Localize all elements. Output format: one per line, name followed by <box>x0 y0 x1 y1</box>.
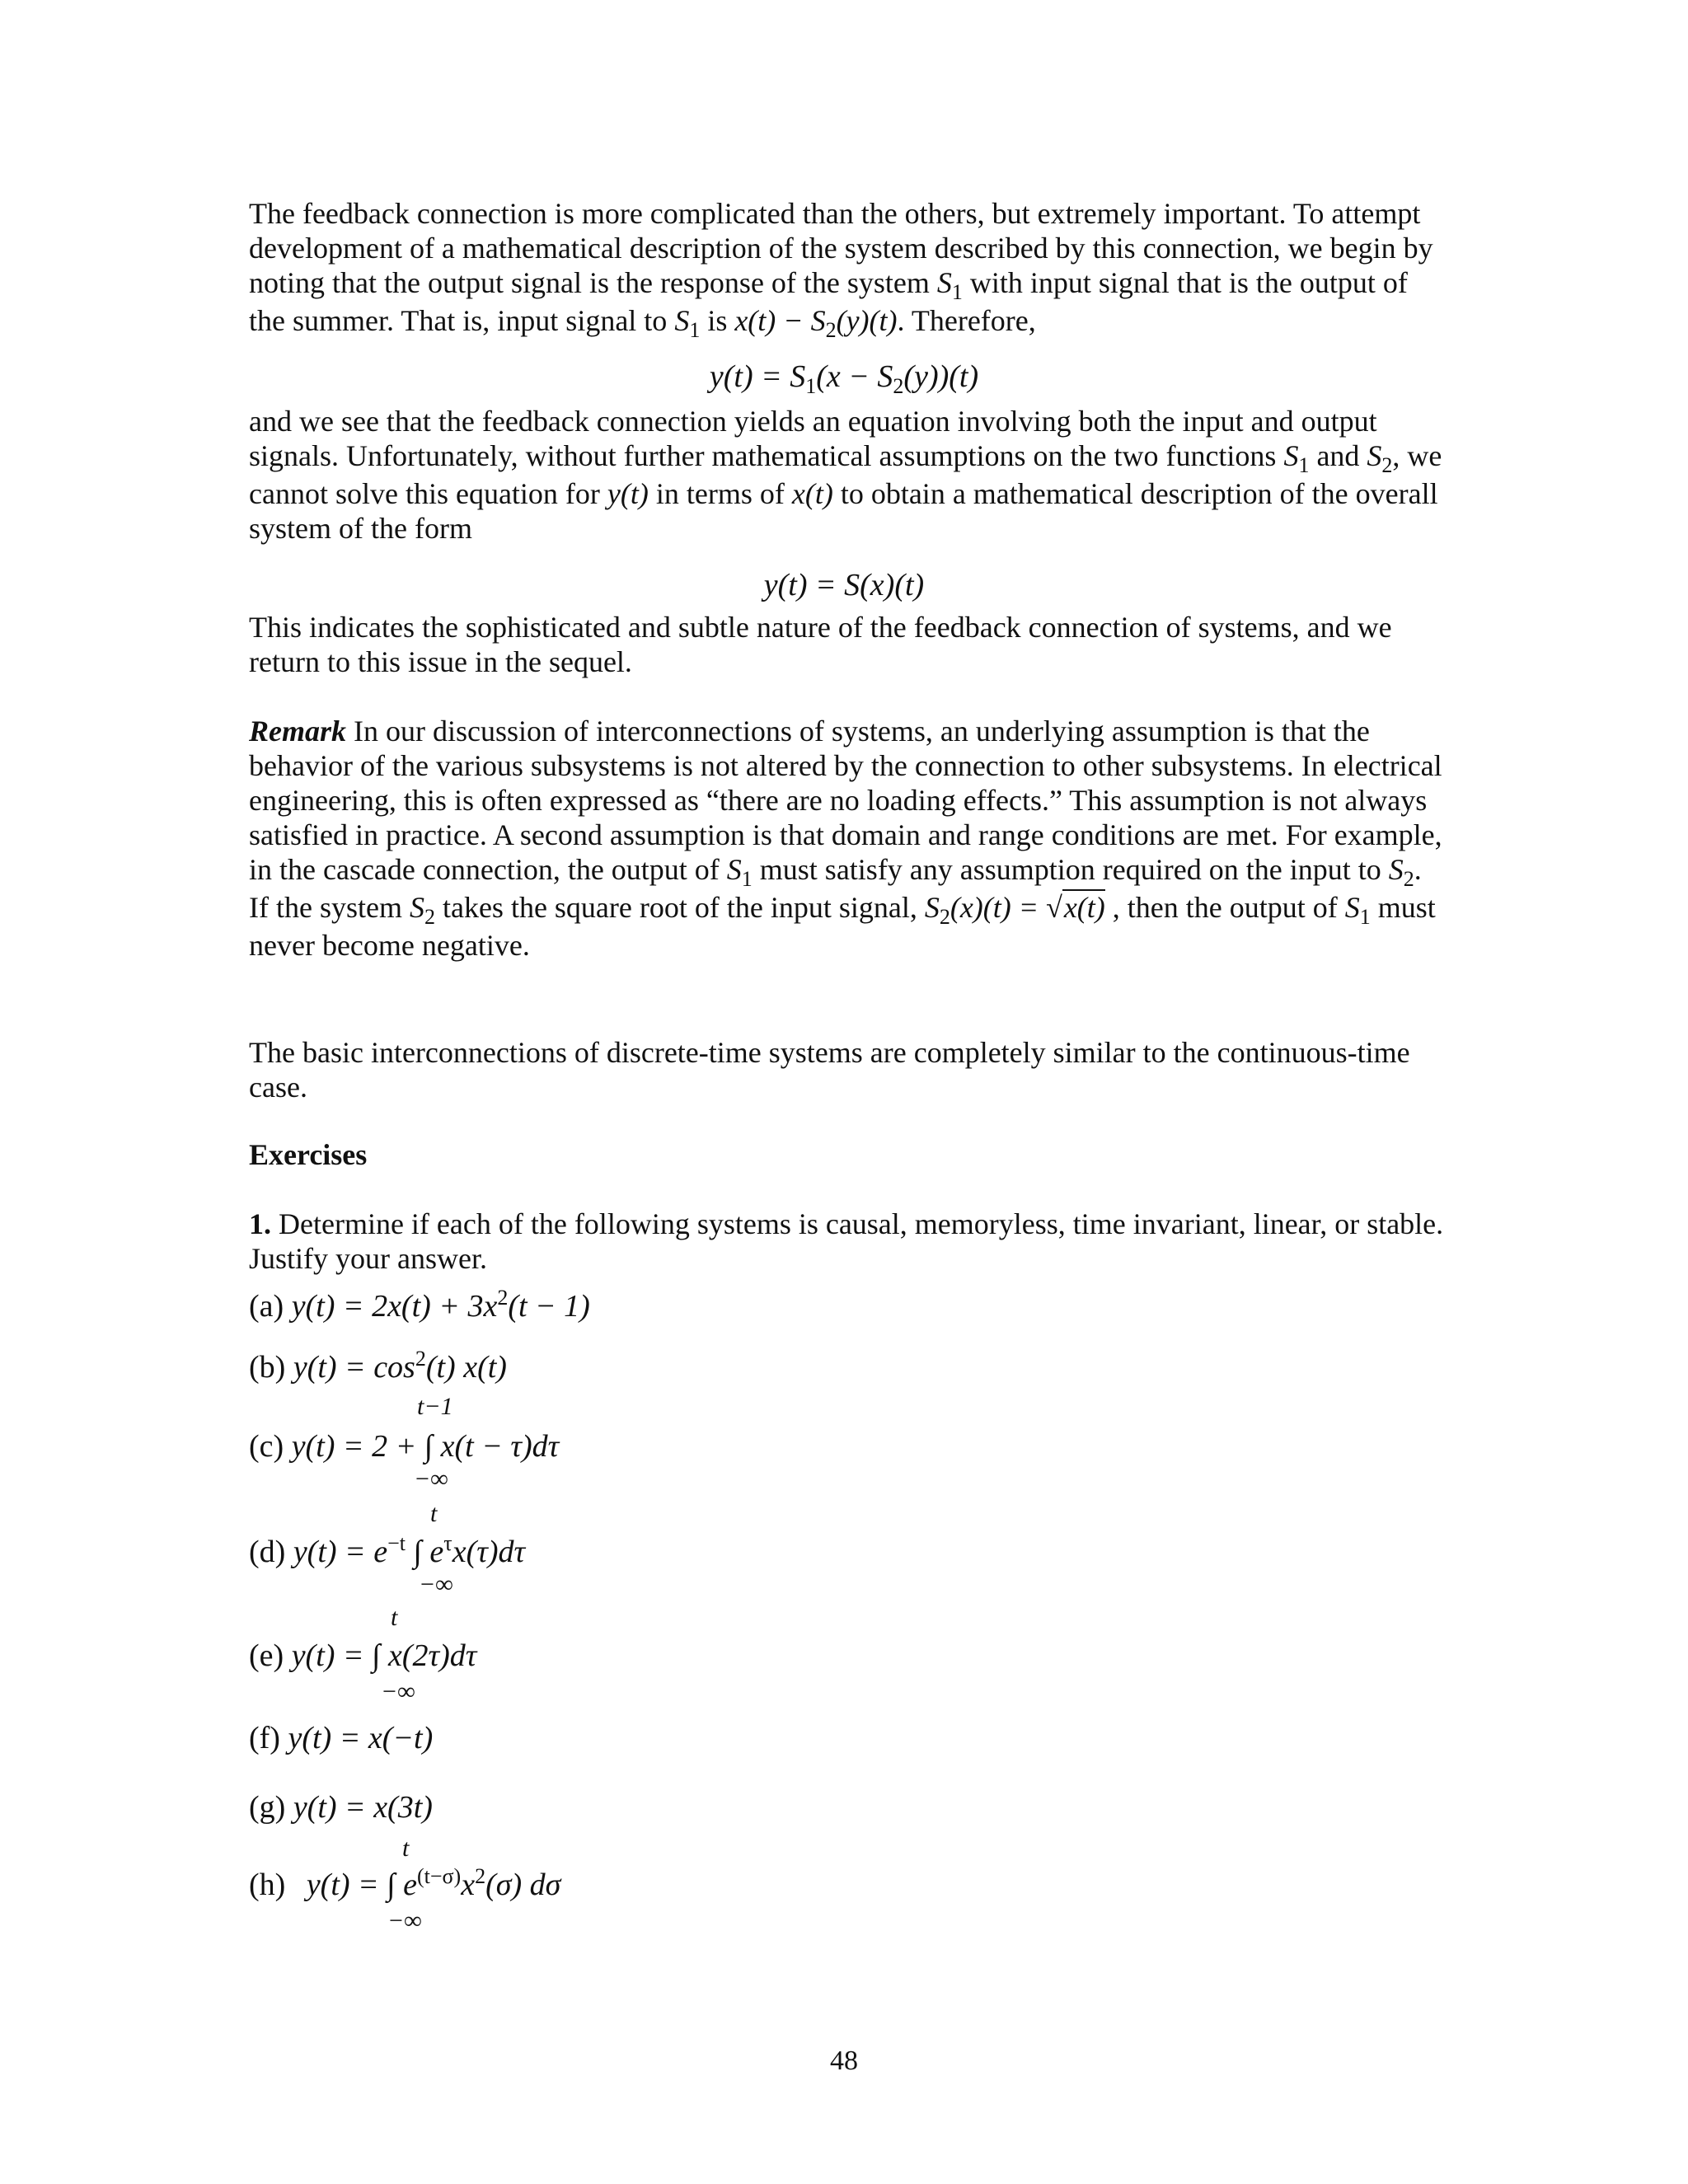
symbol-s1: $S_1$ <box>936 266 963 304</box>
symbol-s1: $S_1$ <box>1344 891 1371 929</box>
item-equation: y(t) = ∫ $e^{(t-\sigma)}x^2(\sigma)$ dσ <box>306 1864 561 1902</box>
item-equation: $y(t) = 2x(t) + 3x^2(t - 1)$ <box>291 1286 590 1324</box>
para1-text2: with input signal that is the output of the summer. That is, input signal to <box>249 266 1408 337</box>
integral-upper-limit: t <box>430 1500 438 1527</box>
exercise-item-e <box>249 1637 476 1675</box>
item-equation: $y(t) = \cos^2(t)$ x(t) <box>293 1347 507 1385</box>
sqrt-expression: $S_2(x)(t) = √x(t)$ <box>924 891 1105 929</box>
item-equation: y(t) = ∫ x(2τ)dτ <box>291 1638 477 1673</box>
symbol-s1: $S_1$ <box>726 853 753 891</box>
symbol-s1: $S_1$ <box>674 304 701 342</box>
para2-text3: to obtain a mathematical description of the overall system of the form <box>249 477 1438 545</box>
symbol-s2: $S_2$ <box>1367 439 1393 477</box>
exercise-item-h <box>249 1866 560 1907</box>
symbol-yt: y(t) <box>607 477 649 510</box>
para2-and: and <box>1316 439 1360 472</box>
integral-sign: ∫ <box>387 1868 396 1902</box>
expr-input: $x(t) - S_2(y)(t)$ <box>734 304 898 342</box>
exercise-item-a <box>249 1287 590 1329</box>
equation-feedback: $y(t) = S_1(x - S_2(y))(t)$ <box>709 359 979 398</box>
para1-is: is <box>707 304 728 337</box>
integral-upper-limit: t <box>402 1835 410 1862</box>
exercise-text: Determine if each of the following systems is causal, memoryless, time invariant, linear, or stable. Justify your answer. <box>249 1207 1444 1275</box>
paragraph-equation-note <box>249 404 1444 546</box>
remark-label: Remark <box>249 715 347 748</box>
integral-upper-limit: t <box>391 1604 398 1631</box>
integral-sign: ∫ <box>424 1429 434 1464</box>
integral-sign: ∫ <box>372 1638 381 1673</box>
symbol-xt: x(t) <box>791 477 833 510</box>
integral-sign: ∫ <box>413 1535 422 1569</box>
exercises-heading: Exercises <box>249 1138 368 1171</box>
exercise-item-g <box>249 1788 433 1826</box>
item-label: (g) <box>249 1790 286 1825</box>
integral-lower-limit: −∞ <box>387 1907 422 1934</box>
item-equation: $y(t) = e^{-t}$ ∫ $e^\tau x(\tau)d\tau$ <box>293 1531 526 1569</box>
remark-text4: takes the square root of the input signal, <box>442 891 917 924</box>
page-number: 48 <box>830 2046 858 2076</box>
paragraph-remark <box>249 714 1444 963</box>
para1-text: The feedback connection is more complicated than the others, but extremely important. To attempt development of a mathematical description of the system described by this connection, we begin by noting that the output signal is the response of the system <box>249 197 1433 299</box>
item-label: (a) <box>249 1289 284 1324</box>
exercise-number: 1. <box>249 1207 271 1240</box>
exercise-item-c <box>249 1427 559 1465</box>
integral-lower-limit: −∞ <box>419 1571 453 1598</box>
para1-therefore: . Therefore, <box>897 304 1036 337</box>
paragraph-sophisticated: This indicates the sophisticated and subtle nature of the feedback connection of systems, and we return to this issue in the sequel. <box>249 611 1392 678</box>
integral-lower-limit: −∞ <box>381 1678 415 1705</box>
exercise-item-b <box>249 1348 507 1390</box>
equation-system-form: y(t) = S(x)(t) <box>763 568 925 602</box>
symbol-s1: $S_1$ <box>1283 439 1310 477</box>
exercise-item-f <box>249 1719 433 1757</box>
symbol-s2: $S_2$ <box>409 891 435 929</box>
remark-text1: In our discussion of interconnections of systems, an underlying assumption is that the behavior of the various subsystems is not altered by the connection to other subsystems. In electrical engineering, this is often expressed as “there are no loading effects.” This assumption is not always satisfied in practice. A second assumption is that domain and range conditions are met. For example, in the cascade connection, the output of <box>249 715 1442 886</box>
integral-upper-limit: t−1 <box>417 1393 453 1420</box>
remark-text3: . If the system <box>249 853 1422 924</box>
exercise-1-prompt <box>249 1207 1444 1276</box>
item-equation: y(t) = x(−t) <box>288 1721 434 1755</box>
symbol-s2: $S_2$ <box>1388 853 1414 891</box>
integral-lower-limit: −∞ <box>414 1465 448 1493</box>
remark-text5: , then the output of <box>1112 891 1338 924</box>
item-label: (c) <box>249 1429 284 1464</box>
remark-text2: must satisfy any assumption required on the input to <box>759 853 1381 886</box>
item-equation: y(t) = x(3t) <box>293 1790 433 1825</box>
para2-text2: , we cannot solve this equation for <box>249 439 1442 510</box>
item-label: (d) <box>249 1535 286 1569</box>
para2-in-terms: in terms of <box>655 477 785 510</box>
item-label: (b) <box>249 1350 286 1385</box>
exercise-item-d <box>249 1533 525 1574</box>
para2-text: and we see that the feedback connection yields an equation involving both the input and output signals. Unfortunately, without further mathematical assumptions on the two functions <box>249 405 1377 472</box>
paragraph-feedback <box>249 196 1444 341</box>
item-label: (e) <box>249 1638 284 1673</box>
remark-text6: must never become negative. <box>249 891 1436 962</box>
item-label: (h) <box>249 1868 286 1902</box>
item-label: (f) <box>249 1721 280 1755</box>
item-equation: y(t) = 2 + ∫ x(t − τ)dτ <box>291 1429 560 1464</box>
paragraph-discrete-time: The basic interconnections of discrete-time systems are completely similar to the continuous-time case. <box>249 1036 1410 1104</box>
